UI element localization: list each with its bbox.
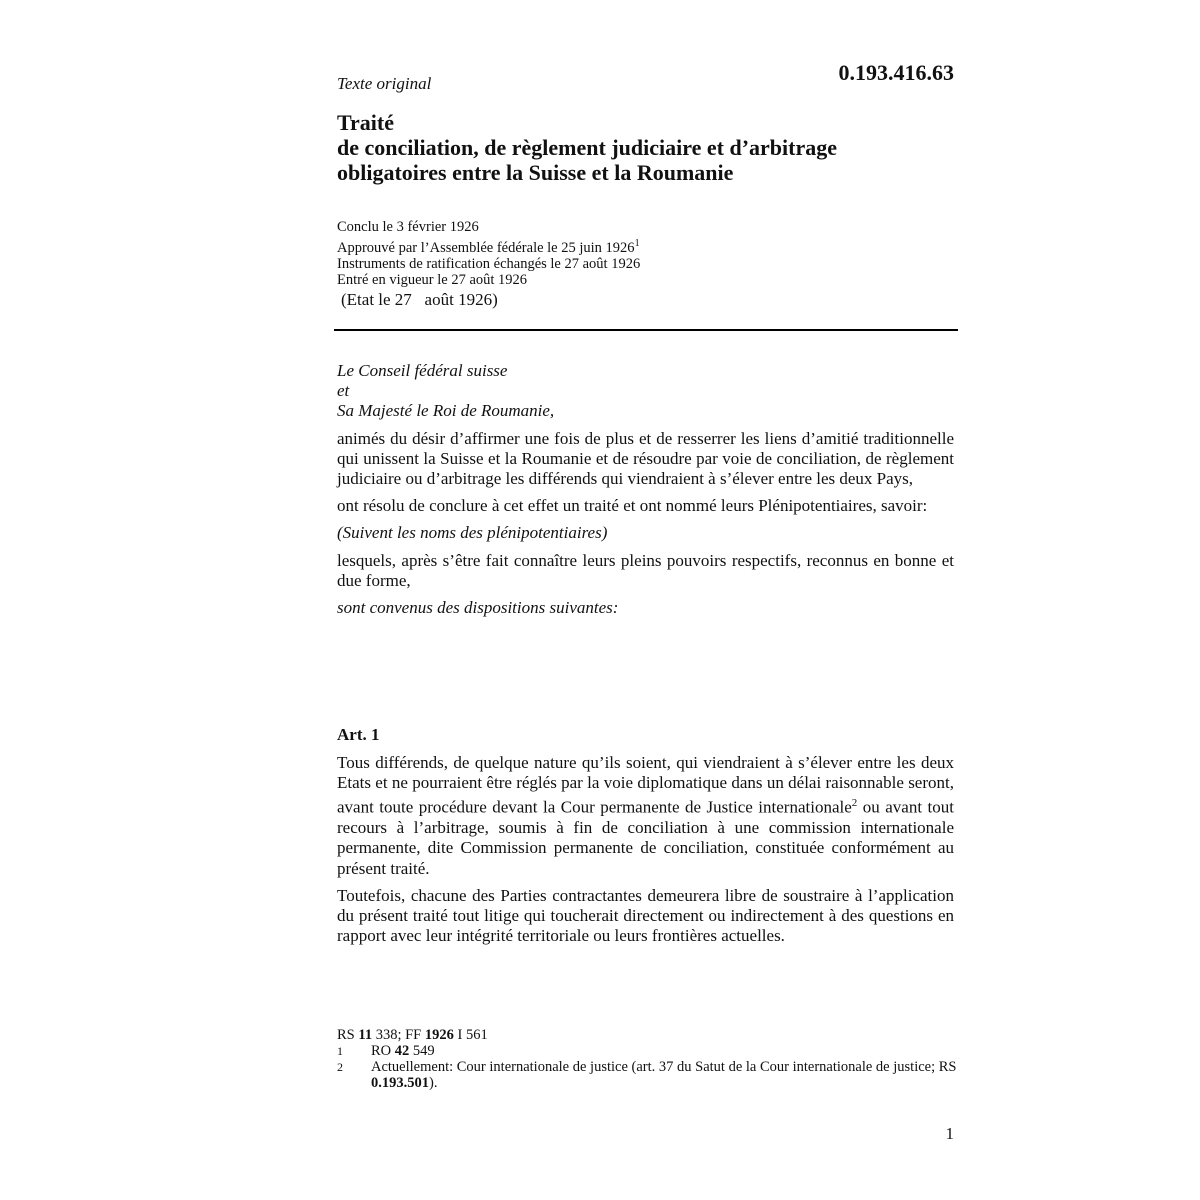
preamble-paragraph-4: lesquels, après s’être fait connaître leurs pleins pouvoirs respectifs, reconnus en bonne et due forme, [337, 550, 954, 590]
rs-link[interactable]: 0.193.501 [371, 1075, 429, 1091]
and-word: et [337, 381, 350, 401]
article-1-heading: Art. 1 [337, 725, 380, 744]
preamble-paragraph-5: sont convenus des dispositions suivantes: [337, 598, 619, 618]
ratification-date: Instruments de ratification échangés le 27 août 1926 [337, 255, 641, 272]
article-1-paragraph-1: Tous différends, de quelque nature qu’ils soient, qui viendraient à s’élever entre les deux Etats et ne pourraient être réglés par la voie diplomatique dans un délai raisonnable seront, avant toute procédure devant la Cour permanente de Justice internationale$^2$ ou avant tout recours à l’arbitrage, soumis à fin de conciliation à une commission internationale permanente, dite Commission permanente de conciliation, constituée conformément au présent traité. [337, 753, 954, 878]
header-divider [334, 329, 958, 331]
state-date: (Etat le 27 août 1926) [341, 290, 498, 309]
page-number: 1 [945, 1124, 954, 1143]
title-line-2: de conciliation, de règlement judiciaire et d’arbitrage [337, 135, 837, 160]
footnotes [337, 1027, 957, 1091]
footnote-2: 2 Actuellement: Cour internationale de justice (art. 37 du Satut de la Cour internationale de justice; RS 0.193.501). [337, 1059, 957, 1091]
title-line-1: Traité [337, 110, 395, 135]
concluded-date: Conclu le 3 février 1926 [337, 219, 479, 235]
party-2: Sa Majesté le Roi de Roumanie, [337, 401, 555, 421]
document-label: Texte original [337, 74, 432, 93]
footnote-ref-2[interactable]: 2 [851, 797, 858, 810]
treaty-metadata [337, 219, 957, 289]
article-1-paragraph-2: Toutefois, chacune des Parties contractantes demeurera libre de soustraire à l’application du présent traité tout litige qui toucherait directement ou indirectement à des questions en rapport avec leur intégrité territoriale ou leurs frontières actuelles. [337, 885, 954, 946]
in-force-date: Entré en vigueur le 27 août 1926 [337, 272, 528, 289]
source-reference: RS 11 338; FF 1926 I 561 [337, 1027, 488, 1043]
preamble-paragraph-1: animés du désir d’affirmer une fois de plus et de resserrer les liens d’amitié traditionnelle qui unissent la Suisse et la Roumanie et de résoudre par voie de conciliation, de règlement judiciaire ou d’arbitrage les différends qui viendraient à s’élever entre les deux Pays, [337, 428, 954, 489]
approved-date: Approuvé par l’Assemblée fédérale le 25 juin 1926$^1$ [337, 237, 640, 256]
preamble-paragraph-2: ont résolu de conclure à cet effet un traité et ont nommé leurs Plénipotentiaires, savoir: [337, 496, 928, 516]
preamble [337, 361, 954, 625]
party-1: Le Conseil fédéral suisse [337, 361, 508, 380]
title-line-3: obligatoires entre la Suisse et la Roumanie [337, 160, 734, 185]
article-1-body [337, 753, 954, 953]
preamble-paragraph-3: (Suivent les noms des plénipotentiaires) [337, 523, 608, 543]
classification-number: 0.193.416.63 [838, 60, 954, 85]
document-title [337, 110, 957, 185]
footnote-1: 1 RO 42 549 [337, 1043, 435, 1059]
footnote-ref-1[interactable]: 1 [634, 237, 640, 249]
